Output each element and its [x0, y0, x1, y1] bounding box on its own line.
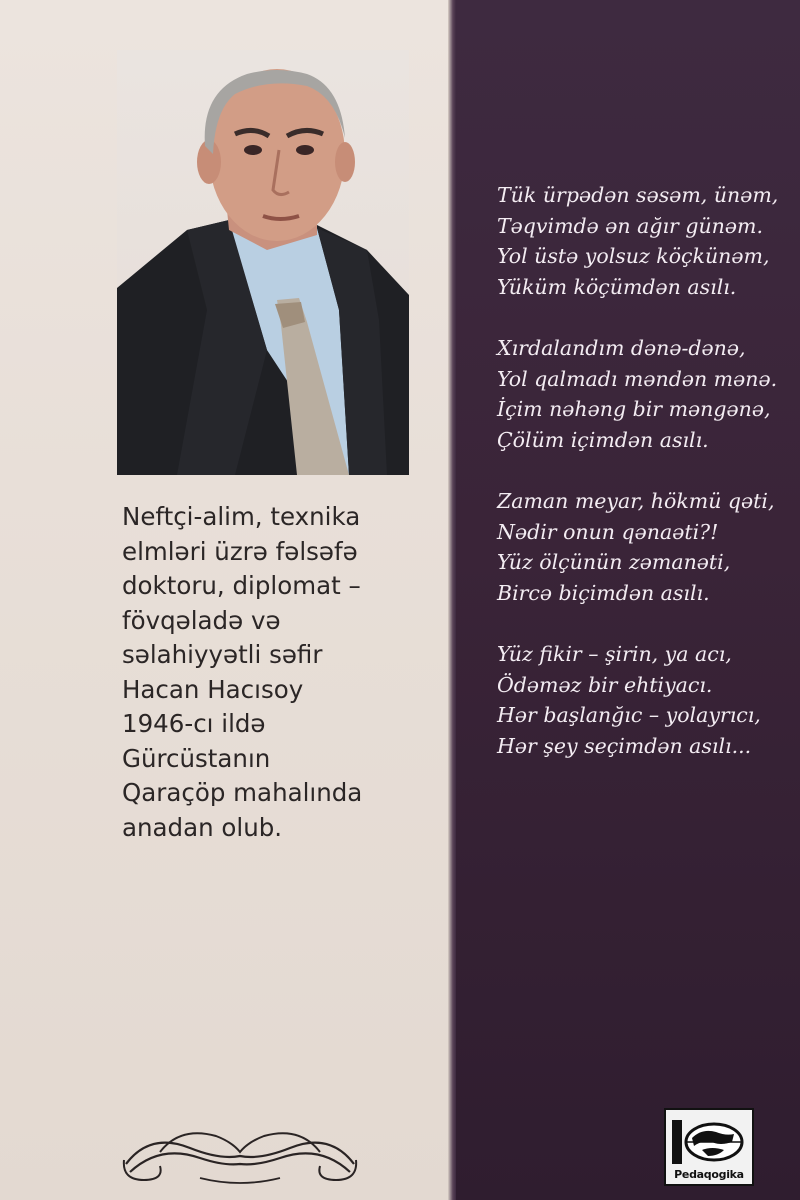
poem-verse: Hər başlanğıc – yolayrıcı,: [497, 703, 761, 727]
bio-line: səlahiyyətli səfir: [122, 640, 323, 669]
poem-verse: Tük ürpədən səsəm, ünəm,: [497, 183, 779, 207]
publisher-name: Pedaqogika: [674, 1168, 744, 1181]
bio-line: Gürcüstanın: [122, 743, 271, 773]
bio-line: Neftçi-alim, texnika: [122, 502, 361, 531]
bio-line: Qaraçöp mahalında: [122, 778, 363, 807]
globe-icon: [672, 1116, 746, 1168]
poem-verse: Yüküm köçümdən asılı.: [497, 274, 737, 299]
poem-verse: Hər şey seçimdən asılı...: [497, 733, 752, 758]
poem-verse: Yol üstə yolsuz köçkünəm,: [497, 244, 770, 268]
poem-verse: İçim nəhəng bir məngənə,: [497, 397, 771, 421]
bio-line: anadan olub.: [122, 812, 283, 842]
poem: [497, 180, 797, 792]
bio-line: Hacan Hacısoy: [122, 674, 304, 704]
author-bio: [122, 500, 442, 845]
bio-line: doktoru, diplomat –: [122, 571, 361, 600]
bio-line: 1946-cı ildə: [122, 709, 266, 738]
poem-verse: Xırdalandım dənə-dənə,: [497, 336, 746, 360]
poem-stanza: [497, 333, 797, 455]
poem-verse: Nədir onun qənaəti?!: [497, 519, 719, 544]
poem-stanza: [497, 180, 797, 302]
poem-verse: Çölüm içimdən asılı.: [497, 427, 709, 452]
poem-verse: Təqvimdə ən ağır günəm.: [497, 213, 763, 238]
author-portrait: [117, 50, 409, 475]
flourish-ornament: [120, 1122, 360, 1192]
publisher-logo: [664, 1108, 754, 1186]
bio-line: fövqəladə və: [122, 605, 281, 635]
poem-verse: Zaman meyar, hökmü qəti,: [497, 489, 775, 513]
panel-divider: [448, 0, 456, 1200]
poem-verse: Bircə biçimdən asılı.: [497, 580, 710, 605]
poem-stanza: [497, 486, 797, 608]
poem-stanza: [497, 639, 797, 761]
poem-verse: Yol qalmadı məndən mənə.: [497, 366, 778, 391]
poem-verse: Ödəməz bir ehtiyacı.: [497, 672, 713, 697]
poem-verse: Yüz ölçünün zəmanəti,: [497, 550, 731, 574]
bio-line: elmləri üzrə fəlsəfə: [122, 536, 358, 566]
poem-verse: Yüz fikir – şirin, ya acı,: [497, 642, 732, 666]
